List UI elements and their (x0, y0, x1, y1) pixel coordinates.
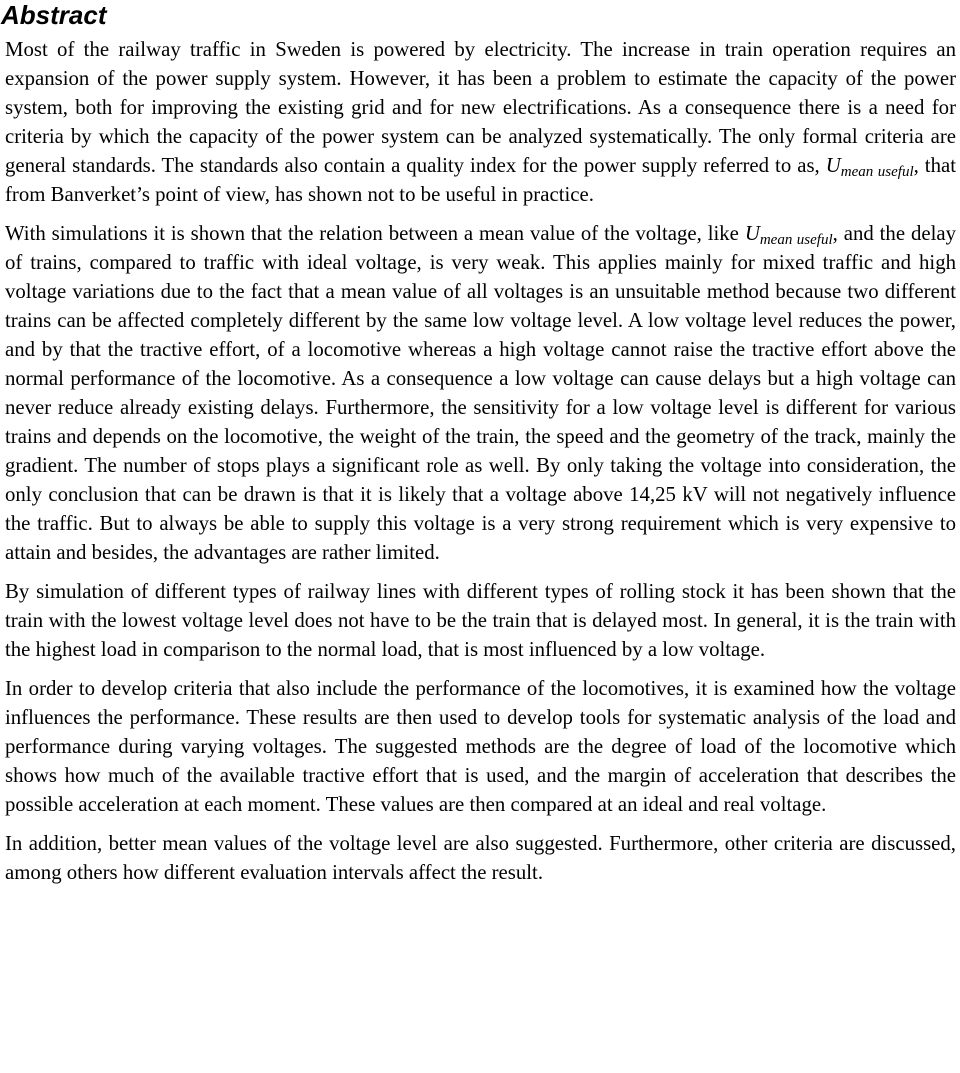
abstract-paragraph-2 (5, 219, 956, 567)
u-mean-useful-symbol: $U_{mean useful}$ (744, 222, 833, 248)
abstract-paragraph-1 (5, 35, 956, 209)
paragraph-1-text-b: , that from Banverket’s point of view, has shown not to be useful in practice. (5, 154, 956, 206)
u-mean-useful-symbol: $U_{mean useful}$ (825, 154, 914, 180)
paragraph-2-text-a: With simulations it is shown that the relation between a mean value of the voltage, like (5, 222, 745, 245)
abstract-paragraph-3: By simulation of different types of railway lines with different types of rolling stock it has been shown that the train with the lowest voltage level does not have to be the train that is delayed most. In general, it is the train with the highest load in comparison to the normal load, that is most influenced by a low voltage. (5, 580, 956, 661)
paragraph-2-text-b: , and the delay of trains, compared to traffic with ideal voltage, is very weak. This applies mainly for mixed traffic and high voltage variations due to the fact that a mean value of all voltages is an unsuitable method because two different trains can be affected completely different by the same low voltage level. A low voltage level reduces the power, and by that the tractive effort, of a locomotive whereas a high voltage cannot raise the tractive effort above the normal performance of the locomotive. As a consequence a low voltage can cause delays but a high voltage can never reduce already existing delays. Furthermore, the sensitivity for a low voltage level is different for various trains and depends on the locomotive, the weight of the train, the speed and the geometry of the track, mainly the gradient. The number of stops plays a significant role as well. By only taking the voltage into consideration, the only conclusion that can be drawn is that it is likely that a voltage above 14,25 kV will not negatively influence the traffic. But to always be able to supply this voltage is a very strong requirement which is very expensive to attain and besides, the advantages are rather limited. (5, 222, 956, 564)
paragraph-1-text-a: Most of the railway traffic in Sweden is powered by electricity. The increase in train operation requires an expansion of the power supply system. However, it has been a problem to estimate the capacity of the power system, both for improving the existing grid and for new electrifications. As a consequence there is a need for criteria by which the capacity of the power system can be analyzed systematically. The only formal criteria are general standards. The standards also contain a quality index for the power supply referred to as, (5, 38, 956, 177)
abstract-page (1, 0, 956, 897)
abstract-paragraph-5: In addition, better mean values of the voltage level are also suggested. Furthermore, other criteria are discussed, among others how different evaluation intervals affect the result. (5, 832, 956, 884)
abstract-heading: Abstract (1, 0, 107, 30)
abstract-paragraph-4: In order to develop criteria that also include the performance of the locomotives, it is examined how the voltage influences the performance. These results are then used to develop tools for systematic analysis of the load and performance during varying voltages. The suggested methods are the degree of load of the locomotive which shows how much of the available tractive effort that is used, and the margin of acceleration that describes the possible acceleration at each moment. These values are then compared at an ideal and real voltage. (5, 677, 956, 816)
